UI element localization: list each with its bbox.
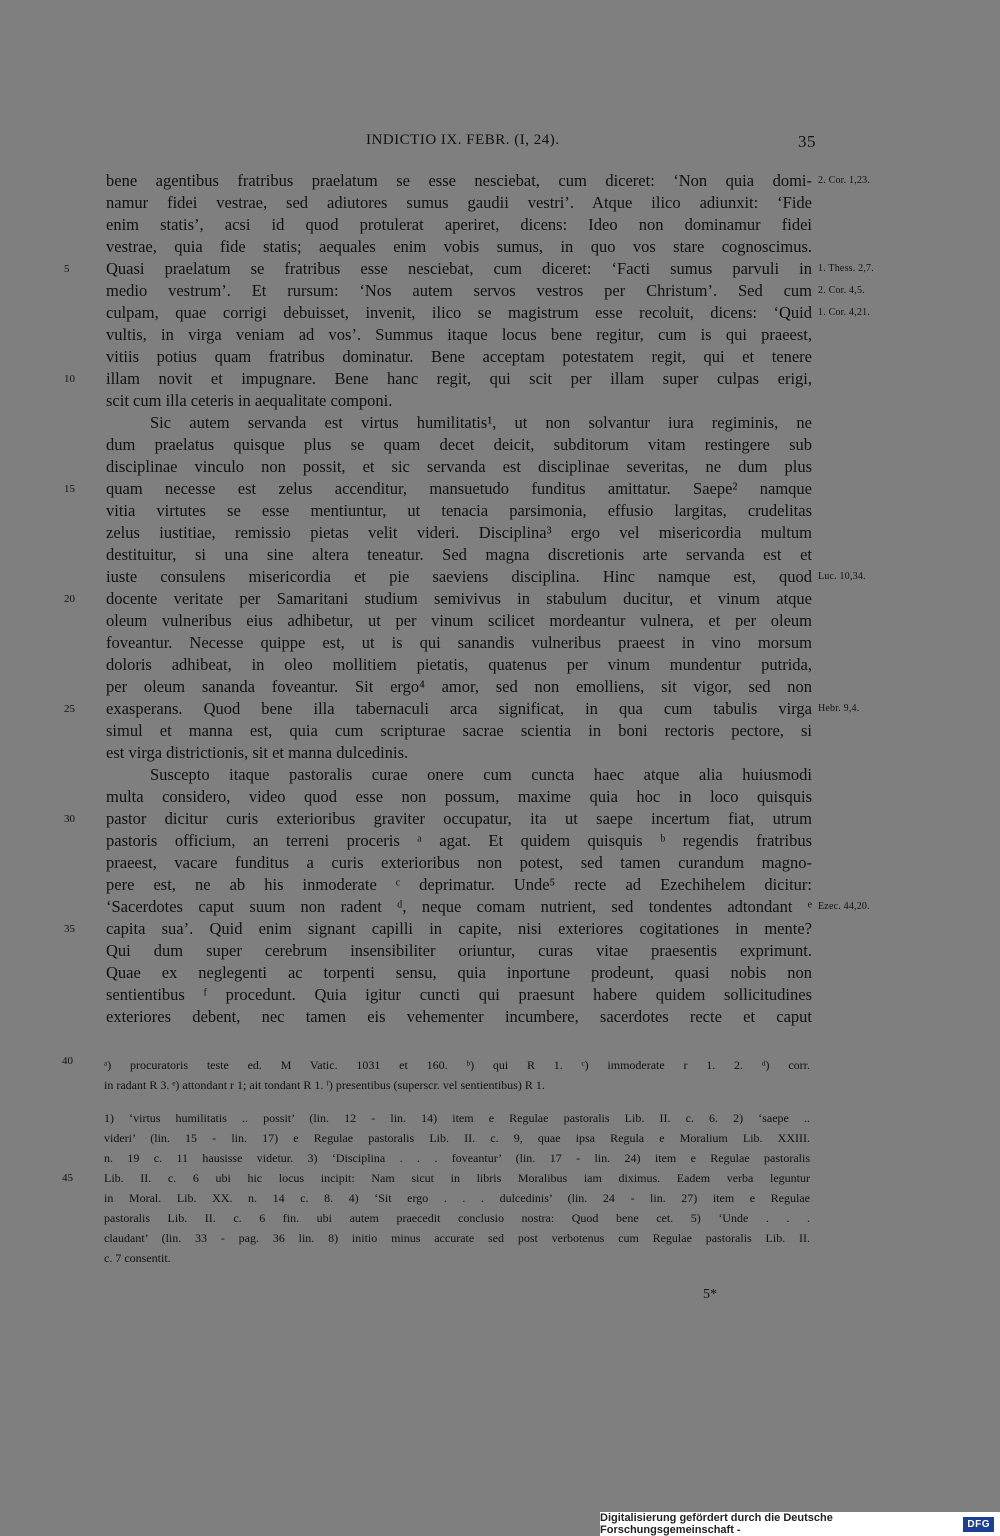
text-line: foveantur. Necesse quippe est, ut is qui sanandis vulneribus praeest in vino morsum [106, 633, 812, 652]
note-line: pastoralis Lib. II. c. 6 fin. ubi autem praecedit conclusio nostra: Quod bene cet. 5) ‘Unde . . . [104, 1211, 810, 1225]
line-number: 30 [64, 813, 75, 825]
margin-reference: 1. Cor. 4,21. [818, 307, 871, 318]
text-line: pere est, ne ab his inmoderate ᶜ deprimatur. Unde⁵ recte ad Ezechihelem dicitur: [106, 875, 812, 894]
note-line: claudant’ (lin. 33 - pag. 36 lin. 8) initio minus accurate sed post verbotenus cum Regulae pastoralis Lib. II. [104, 1231, 810, 1245]
page-number: 35 [798, 132, 816, 151]
note-line: Lib. II. c. 6 ubi hic locus incipit: Nam sicut in libris Moralibus iam diximus. Eadem verba leguntur [104, 1171, 810, 1185]
text-line: pastoris officium, an terreni proceris ᵃ agat. Et quidem quisquis ᵇ regendis fratribus [106, 831, 812, 850]
text-line: praeest, vacare funditus a curis exterioribus non potest, sed tamen curandum magno- [106, 853, 812, 872]
critical-apparatus [104, 1055, 810, 1095]
margin-reference: 2. Cor. 1,23. [818, 175, 871, 186]
text-line: Sic autem servanda est virtus humilitatis¹, ut non solvantur iura regiminis, ne [150, 413, 812, 432]
line-number: 20 [64, 593, 75, 605]
text-line: exasperans. Quod bene illa tabernaculi arca significat, in qua cum tabulis virga [106, 699, 812, 718]
text-line: medio vestrum’. Et rursum: ‘Nos autem servos vestros per Christum’. Sed cum [106, 281, 812, 300]
margin-reference: Luc. 10,34. [818, 571, 866, 582]
text-line: scit cum illa ceteris in aequalitate componi. [106, 391, 393, 410]
note-line: ᵃ) procuratoris teste ed. M Vatic. 1031 et 160. ᵇ) qui R 1. ᶜ) immoderate r 1. 2. ᵈ) corr. [104, 1058, 810, 1072]
signature-mark: 5* [703, 1287, 717, 1302]
text-line: bene agentibus fratribus praelatum se esse nesciebat, cum diceret: ‘Non quia domi- [106, 171, 812, 190]
text-line: sentientibus ᶠ procedunt. Quia igitur cuncti qui praesunt habere quidem sollicitudines [106, 985, 812, 1004]
text-line: multa considero, video quod esse non possum, maxime quia hoc in loco quisquis [106, 787, 812, 806]
note-line: n. 19 c. 11 hausisse videtur. 3) ‘Disciplina . . . foveantur’ (lin. 17 - lin. 24) item e Regulae pastoralis [104, 1151, 810, 1165]
text-line: exteriores debent, nec tamen eis vehementer incumbere, sacerdotes recte et caput [106, 1007, 812, 1026]
dfg-footer [600, 1512, 1000, 1536]
note-line: c. 7 consentit. [104, 1251, 171, 1265]
text-line: pastor dicitur curis exterioribus graviter occupatur, ita ut saepe incertum fiat, utrum [106, 809, 812, 828]
line-number: 5 [64, 263, 70, 275]
text-line: dum praelatus quisque plus se quam decet deicit, subditorum vitam restingere sub [106, 435, 812, 454]
text-line: enim statis’, acsi id quod protulerat aperiret, dicens: Ideo non dominamur fidei [106, 215, 812, 234]
text-line: doloris adhibeat, in oleo mollitiem pietatis, quatenus per vinum mundentur putrida, [106, 655, 812, 674]
text-line: vultis, in virga veniam ad vos’. Summus itaque locus bene regitur, cum is qui praeest, [106, 325, 812, 344]
margin-reference: 2. Cor. 4,5. [818, 285, 865, 296]
text-line: vitia virtutes se esse mentiuntur, ut tenacia parsimonia, effusio largitas, crudelitas [106, 501, 812, 520]
text-line: vitiis potius quam fratribus dominatur. Bene acceptam potestatem regit, qui et tenere [106, 347, 812, 366]
dfg-logo: DFG [963, 1517, 994, 1532]
note-line: in Moral. Lib. XX. n. 14 c. 8. 4) ‘Sit ergo . . . dulcedinis’ (lin. 24 - lin. 27) item e Regulae [104, 1191, 810, 1205]
text-line: vestrae, quia fide statis; aequales enim vobis sumus, in quo vos stare cognoscimus. [106, 237, 812, 256]
note-line: in radant R 3. ᵉ) attondant r 1; ait tondant R 1. ᶠ) presentibus (superscr. vel sentientibus) R 1. [104, 1078, 545, 1092]
text-line: Qui dum super cerebrum insensibiliter oriuntur, curas vitae praesentis exprimunt. [106, 941, 812, 960]
line-number: 15 [64, 483, 75, 495]
text-line: Quasi praelatum se fratribus esse nesciebat, cum diceret: ‘Facti sumus parvuli in [106, 259, 812, 278]
text-line: culpam, quae corrigi debuisset, invenit, ilico se magistrum esse recoluit, dicens: ‘Quid [106, 303, 812, 322]
main-text [106, 170, 812, 1028]
text-line: oleum vulneribus eius adhibetur, ut per vinum scilicet mordeantur vulnera, et per oleum [106, 611, 812, 630]
running-title: INDICTIO IX. FEBR. (I, 24). [366, 132, 560, 148]
text-line: per oleum sananda foveantur. Sit ergo⁴ amor, sed non emolliens, sit vigor, sed non [106, 677, 812, 696]
text-line: est virga districtionis, sit et manna dulcedinis. [106, 743, 409, 762]
source-notes [104, 1108, 810, 1268]
text-line: capita sua’. Quid enim signant capilli in capite, nisi exteriores cogitationes in mente? [106, 919, 812, 938]
text-line: Quae ex neglegenti ac torpenti sensu, quia inportune prodeunt, quasi nobis non [106, 963, 812, 982]
text-line: zelus iustitiae, remissio pietas velit videri. Disciplina³ ergo vel misericordia multum [106, 523, 812, 542]
line-number: 10 [64, 373, 75, 385]
running-header [366, 132, 816, 149]
sources-line-number: 45 [62, 1172, 73, 1184]
text-line: ‘Sacerdotes caput suum non radent ᵈ, neque comam nutrient, sed tondentes adtondant ᵉ [106, 897, 812, 916]
text-line: docente veritate per Samaritani studium semivivus in stabulum ducitur, et vinum atque [106, 589, 812, 608]
text-line: quam necesse est zelus accenditur, mansuetudo funditus amittatur. Saepe² namque [106, 479, 812, 498]
text-line: Suscepto itaque pastoralis curae onere cum cuncta haec atque alia huiusmodi [150, 765, 812, 784]
text-line: destituitur, si una sine altera teneatur. Sed magna discretionis arte servanda est et [106, 545, 812, 564]
line-number: 35 [64, 923, 75, 935]
text-line: illam novit et impugnare. Bene hanc regit, qui scit per illam super culpas erigi, [106, 369, 812, 388]
footer-text: Digitalisierung gefördert durch die Deutsche Forschungsgemeinschaft - [600, 1512, 833, 1536]
text-line: simul et manna est, quia cum scripturae sacrae scientia in boni rectoris pectore, si [106, 721, 812, 740]
margin-reference: Hebr. 9,4. [818, 703, 860, 714]
text-line: iuste consulens misericordia et pie saeviens disciplina. Hinc namque est, quod [106, 567, 812, 586]
line-number: 25 [64, 703, 75, 715]
apparatus-line-number: 40 [62, 1055, 73, 1067]
margin-reference: Ezec. 44,20. [818, 901, 870, 912]
note-line: 1) ‘virtus humilitatis .. possit’ (lin. 12 - lin. 14) item e Regulae pastoralis Lib. II. c. 6. 2) ‘saepe .. [104, 1111, 810, 1125]
note-line: videri’ (lin. 15 - lin. 17) e Regulae pastoralis Lib. II. c. 9, quae ipsa Regula e Moralium Lib. XXIII. [104, 1131, 810, 1145]
text-line: disciplinae vinculo non possit, et sic servanda est disciplinae severitas, ne dum plus [106, 457, 812, 476]
text-line: namur fidei vestrae, sed adiutores sumus gaudii vestri’. Atque ilico adiunxit: ‘Fide [106, 193, 812, 212]
margin-reference: 1. Thess. 2,7. [818, 263, 874, 274]
